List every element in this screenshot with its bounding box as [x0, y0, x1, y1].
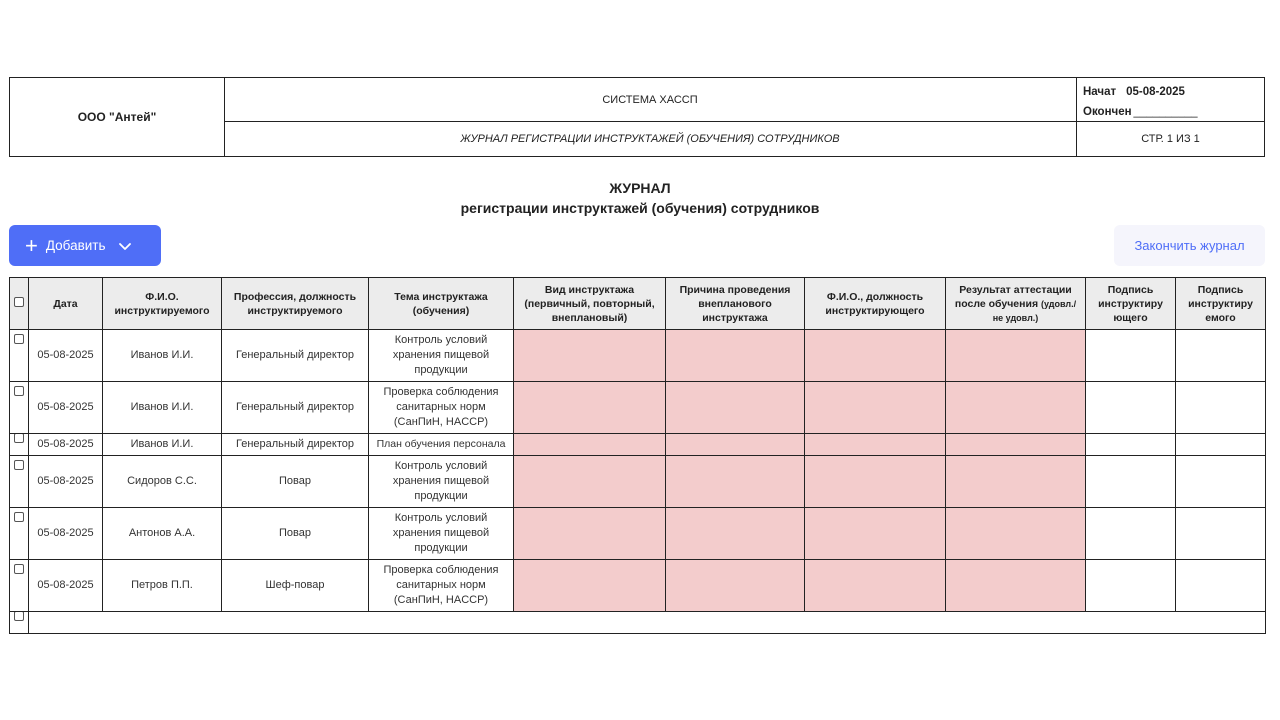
row-checkbox[interactable]: [14, 512, 24, 522]
col-sign-trainee: Подпись инструктиру емого: [1176, 278, 1266, 330]
cell-kind[interactable]: [514, 330, 666, 382]
col-result-label: Результат аттестации после обучения: [954, 283, 1072, 310]
cell-result[interactable]: [946, 330, 1086, 382]
cell-date[interactable]: 05-08-2025: [29, 382, 103, 434]
cell-reason[interactable]: [666, 508, 805, 560]
cell-topic[interactable]: Контроль условий хранения пищевой продукции: [369, 330, 514, 382]
cell-profession[interactable]: Повар: [222, 456, 369, 508]
cell-reason[interactable]: [666, 434, 805, 456]
cell-reason[interactable]: [666, 456, 805, 508]
row-select-cell: [10, 382, 29, 434]
cell-fio[interactable]: Иванов И.И.: [103, 434, 222, 456]
ended-date: __________: [1133, 106, 1198, 118]
col-profession: Профессия, должность инструктируемого: [222, 278, 369, 330]
row-select-cell: [10, 508, 29, 560]
title-line2: регистрации инструктажей (обучения) сотрудников: [460, 200, 820, 216]
cell-topic[interactable]: Проверка соблюдения санитарных норм (СанПиН, HACCP): [369, 560, 514, 612]
row-checkbox[interactable]: [14, 386, 24, 396]
row-checkbox[interactable]: [14, 434, 24, 444]
cell-instructor[interactable]: [805, 382, 946, 434]
row-checkbox[interactable]: [14, 460, 24, 470]
cell-result[interactable]: [946, 508, 1086, 560]
cell-sign-instructor[interactable]: [1086, 434, 1176, 456]
cell-result[interactable]: [946, 434, 1086, 456]
cell-reason[interactable]: [666, 560, 805, 612]
cell-fio[interactable]: Сидоров С.С.: [103, 456, 222, 508]
add-button-label: Добавить: [45, 238, 106, 253]
cell-reason[interactable]: [666, 330, 805, 382]
new-row-cell[interactable]: [29, 612, 1266, 634]
cell-sign-instructor[interactable]: [1086, 560, 1176, 612]
cell-sign-trainee[interactable]: [1176, 382, 1266, 434]
cell-date[interactable]: 05-08-2025: [29, 434, 103, 456]
cell-fio[interactable]: Антонов А.А.: [103, 508, 222, 560]
col-topic: Тема инструктажа (обучения): [369, 278, 514, 330]
page-title: [0, 178, 1280, 218]
table-row[interactable]: [10, 560, 1266, 612]
cell-sign-trainee[interactable]: [1176, 434, 1266, 456]
row-select-cell: [10, 560, 29, 612]
table-header-row: [10, 278, 1266, 330]
cell-date[interactable]: 05-08-2025: [29, 560, 103, 612]
cell-instructor[interactable]: [805, 330, 946, 382]
cell-sign-trainee[interactable]: [1176, 456, 1266, 508]
plus-icon: +: [25, 232, 38, 258]
cell-result[interactable]: [946, 560, 1086, 612]
cell-date[interactable]: 05-08-2025: [29, 508, 103, 560]
cell-sign-instructor[interactable]: [1086, 330, 1176, 382]
select-all-checkbox[interactable]: [14, 297, 24, 307]
col-instructor: Ф.И.О., должность инструктирующего: [805, 278, 946, 330]
cell-date[interactable]: 05-08-2025: [29, 456, 103, 508]
col-sign-instructor: Подпись инструктиру ющего: [1086, 278, 1176, 330]
title-line1: ЖУРНАЛ: [609, 180, 671, 196]
cell-kind[interactable]: [514, 456, 666, 508]
cell-reason[interactable]: [666, 382, 805, 434]
cell-sign-instructor[interactable]: [1086, 456, 1176, 508]
col-kind: Вид инструктажа (первичный, повторный, внеплановый): [514, 278, 666, 330]
row-select-cell: [10, 330, 29, 382]
finish-journal-button[interactable]: Закончить журнал: [1114, 225, 1265, 266]
cell-kind[interactable]: [514, 434, 666, 456]
company-name: ООО "Антей": [10, 78, 225, 156]
cell-kind[interactable]: [514, 560, 666, 612]
cell-instructor[interactable]: [805, 456, 946, 508]
table-row[interactable]: [10, 434, 1266, 456]
cell-sign-trainee[interactable]: [1176, 560, 1266, 612]
cell-topic[interactable]: План обучения персонала: [369, 434, 514, 456]
table-row[interactable]: [10, 382, 1266, 434]
cell-result[interactable]: [946, 382, 1086, 434]
cell-fio[interactable]: Петров П.П.: [103, 560, 222, 612]
add-button[interactable]: [9, 225, 161, 266]
journal-dates: [1077, 78, 1264, 122]
chevron-down-icon: [118, 239, 132, 253]
cell-fio[interactable]: Иванов И.И.: [103, 330, 222, 382]
row-select-cell: [10, 612, 29, 634]
started-label: Начат: [1083, 86, 1117, 98]
col-result-note: (удовл./ не удовл.): [992, 298, 1077, 323]
cell-profession[interactable]: Шеф-повар: [222, 560, 369, 612]
cell-instructor[interactable]: [805, 434, 946, 456]
ended-label: Окончен: [1083, 106, 1132, 118]
cell-topic[interactable]: Контроль условий хранения пищевой продукции: [369, 508, 514, 560]
journal-header: [9, 77, 1265, 157]
col-result: [946, 278, 1086, 330]
started-date: 05-08-2025: [1126, 86, 1185, 98]
cell-profession[interactable]: Генеральный директор: [222, 330, 369, 382]
cell-kind[interactable]: [514, 382, 666, 434]
cell-kind[interactable]: [514, 508, 666, 560]
col-fio: Ф.И.О. инструктируемого: [103, 278, 222, 330]
cell-sign-trainee[interactable]: [1176, 508, 1266, 560]
cell-instructor[interactable]: [805, 560, 946, 612]
table-row[interactable]: [10, 456, 1266, 508]
row-checkbox[interactable]: [14, 564, 24, 574]
new-row[interactable]: [10, 612, 1266, 634]
cell-profession[interactable]: Генеральный директор: [222, 434, 369, 456]
table-row[interactable]: [10, 330, 1266, 382]
system-name: СИСТЕМА ХАССП: [224, 78, 1077, 122]
cell-date[interactable]: 05-08-2025: [29, 330, 103, 382]
col-date: Дата: [29, 278, 103, 330]
cell-profession[interactable]: Повар: [222, 508, 369, 560]
journal-table: [9, 277, 1266, 634]
row-select-cell: [10, 434, 29, 456]
cell-sign-instructor[interactable]: [1086, 382, 1176, 434]
new-row-checkbox[interactable]: [14, 612, 24, 622]
cell-result[interactable]: [946, 456, 1086, 508]
select-all-cell: [10, 278, 29, 330]
cell-topic[interactable]: Проверка соблюдения санитарных норм (СанПиН, HACCP): [369, 382, 514, 434]
row-select-cell: [10, 456, 29, 508]
page-counter: СТР. 1 ИЗ 1: [1141, 133, 1200, 145]
row-checkbox[interactable]: [14, 334, 24, 344]
cell-sign-instructor[interactable]: [1086, 508, 1176, 560]
col-reason: Причина проведения внепланового инструктажа: [666, 278, 805, 330]
table-row[interactable]: [10, 508, 1266, 560]
cell-sign-trainee[interactable]: [1176, 330, 1266, 382]
cell-fio[interactable]: Иванов И.И.: [103, 382, 222, 434]
cell-topic[interactable]: Контроль условий хранения пищевой продукции: [369, 456, 514, 508]
cell-profession[interactable]: Генеральный директор: [222, 382, 369, 434]
journal-name: ЖУРНАЛ РЕГИСТРАЦИИ ИНСТРУКТАЖЕЙ (ОБУЧЕНИЯ) СОТРУДНИКОВ: [224, 122, 1077, 156]
cell-instructor[interactable]: [805, 508, 946, 560]
